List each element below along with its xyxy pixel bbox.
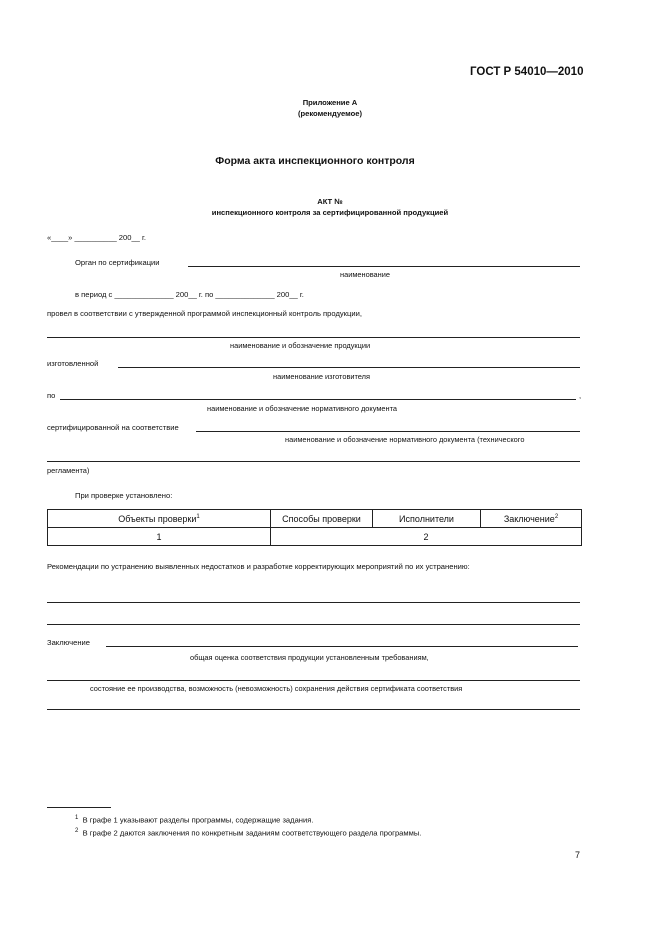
table-row [48,528,582,546]
conducted-text: провел в соответствии с утвержденной программой инспекционный контроль продукции, [47,309,362,318]
conclusion-line-2 [47,680,580,681]
by-field-line [60,399,576,400]
date-line: «____» __________ 200__ г. [47,233,146,242]
conclusion-line-3 [47,709,580,710]
organ-caption: наименование [340,270,390,279]
footnote-1: $^1$ В графе 1 указывают разделы программы, содержащие задания. [75,815,314,825]
table-cell: 1 [48,528,271,546]
recommendations-line-2 [47,624,580,625]
certified-caption: наименование и обозначение нормативного документа (технического [285,435,525,444]
certified-label: сертифицированной на соответствие [47,423,179,432]
act-subtitle: инспекционного контроля за сертифицированной продукцией [211,208,449,217]
inspection-table [47,509,582,546]
manufacturer-field-line [118,367,580,368]
by-comma: , [579,391,582,400]
organ-label: Орган по сертификации [75,258,160,267]
organ-field-line [188,266,580,267]
table-header-cell: Заключение$^2$ [481,510,582,528]
annex-title: Приложение А [302,98,358,107]
by-label: по [47,391,56,400]
by-caption: наименование и обозначение нормативного документа [207,404,398,413]
product-field-line [47,337,580,338]
certified-field-line [196,431,580,432]
manufacturer-caption: наименование изготовителя [273,372,370,381]
findings-label: При проверке установлено: [75,491,173,500]
document-code: ГОСТ Р 54010—2010 [470,66,584,78]
conclusion-caption-1: общая оценка соответствия продукции установленным требованиям, [190,653,429,662]
period-line: в период с ______________ 200__ г. по ______________ 200__ г. [75,290,304,299]
table-header-cell: Объекты проверки$^1$ [48,510,271,528]
recommendations-line-1 [47,602,580,603]
annex-subtitle: (рекомендуемое) [297,109,363,118]
act-title: АКТ № [317,197,343,206]
page-number: 7 [575,850,581,860]
product-caption: наименование и обозначение продукции [230,341,371,350]
certified-field-line-2 [47,461,580,462]
manufacturer-label: изготовленной [47,359,99,368]
conclusion-label: Заключение [47,638,91,647]
form-title: Форма акта инспекционного контроля [215,155,415,167]
table-header-cell: Исполнители [373,510,481,528]
conclusion-line-1 [106,646,578,647]
recommendations-text: Рекомендации по устранению выявленных недостатков и разработке корректирующих мероприятий по их устранению: [47,562,470,571]
table-header-cell: Способы проверки [271,510,373,528]
certified-caption-cont: регламента) [47,466,90,475]
footnote-2: $^2$ В графе 2 даются заключения по конкретным заданиям соответствующего раздела программы. [75,828,422,838]
footnote-separator [47,807,111,808]
table-header-row [48,510,582,528]
table-cell: 2 [271,528,582,546]
conclusion-caption-2: состояние ее производства, возможность (невозможность) сохранения действия сертификата соответствия [90,684,463,693]
